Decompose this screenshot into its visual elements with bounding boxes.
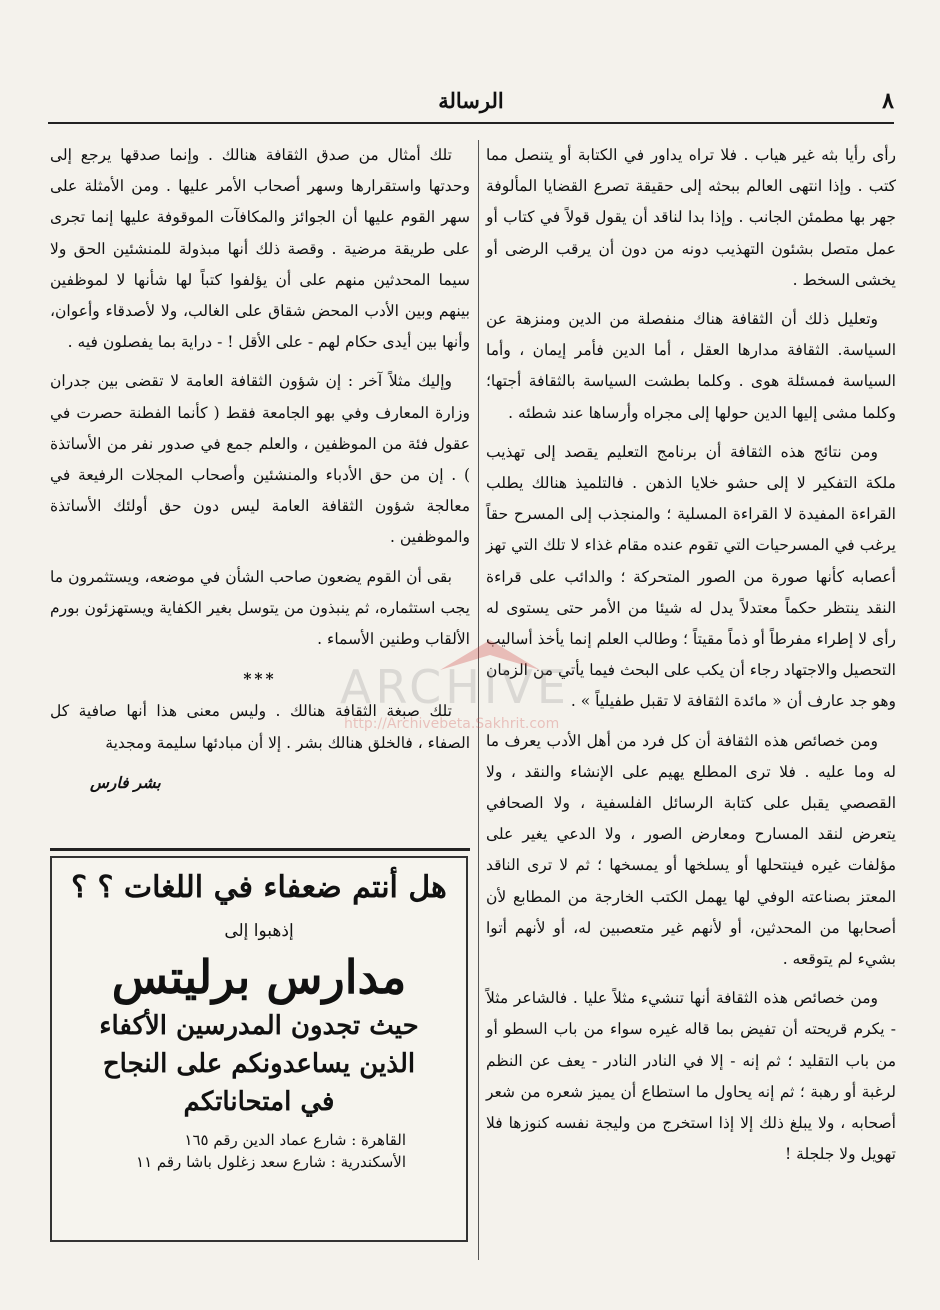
left-column xyxy=(50,140,470,798)
ad-line-1: حيث تجدون المدرسين الأكفاء xyxy=(99,1011,419,1041)
ad-address-alex: الأسكندرية : شارع سعد زغلول باشا رقم ١١ xyxy=(136,1153,406,1171)
paragraph: ومن خصائص هذه الثقافة أن كل فرد من أهل الأدب يعرف ما له وما عليه . فلا ترى المطلع يهيم على الإنشاء والنقد ، ولا القصصي يقبل على كتابة الرسائل الفلسفية ، ولا الصحافي يتعرض لنقد المسارح ومعارض الصور ، ولا الدعي يغير على مؤلفات غيره فينتحلها أو يسلخها أو يمسخها ؛ ثم لا ترى الناقد المعتز بصناعته الوفي لها يهمل الكتب الخارجة من المطابع لأن أصحابها من المحدثين، أو لأنهم غير متعصبين له، أو لأنهم أتوا بشيء لم يتوقعه . xyxy=(486,731,896,969)
page-header xyxy=(48,88,894,124)
berlitz-advertisement xyxy=(50,856,468,1242)
ad-line-3: في امتحاناتكم xyxy=(183,1087,335,1117)
page-number: ٨ xyxy=(882,88,894,114)
column-divider xyxy=(478,140,479,1260)
watermark-url: http://Archivebeta.Sakhrit.com xyxy=(344,716,560,732)
paragraph: تلك أمثال من صدق الثقافة هنالك . وإنما صدقها يرجع إلى وحدتها واستقرارها وسهر أصحاب الأمر عليها . ومن الأمثلة على سهر القوم عليها أن الجوائز والمكافآت الموقوفة عليها إنما تجرى على طريقة مرضية . وقصة ذلك أنها مبذولة للمنشئين الحق ولا سيما المحدثين منهم على أن يؤلفوا كتباً لها شأنها لا لموظفين بينهم وبين الأدب المحض شقاق على الغالب، ولا لأصدقاء وأعوان، وأنها بين أيدى حكام لهم - على الأقل ! - دراية بما يفصلون فيه . xyxy=(50,146,470,352)
running-title: الرسالة xyxy=(438,88,504,113)
paragraph: وتعليل ذلك أن الثقافة هناك منفصلة من الدين ومنزهة عن السياسة. الثقافة مدارها العقل ، أما الدين فأمر إيمان ، وأما السياسة فمسئلة هوى . وكلما بطشت السياسة بالثقافة أجتها؛ وكلما مشى إليها الدين حولها إلى مجراه وأرساها عند شطئه . xyxy=(486,310,896,422)
paragraph: بقى أن القوم يضعون صاحب الشأن في موضعه، ويستثمرون ما يجب استثماره، ثم ينبذون من يتوسل بغير الكفاية ويستهزئون بورم الألقاب وطنين الأسماء . xyxy=(50,567,470,649)
closing-paragraph: تلك صبغة الثقافة هنالك . وليس معنى هذا أنها صافية كل الصفاء ، فالخلق هنالك بشر . إلا أن مبادئها سليمة ومجدية xyxy=(50,702,470,752)
ad-question: هل أنتم ضعفاء في اللغات ؟ ؟ xyxy=(71,870,447,905)
author-signature: بشر فارس xyxy=(90,772,161,792)
watermark-text: ARCHIVE xyxy=(340,660,570,714)
paragraph: ومن خصائص هذه الثقافة أنها تنشيء مثلاً عليا . فالشاعر مثلاً - يكرم قريحته أن تفيض بما قاله غيره سواء من باب السطو أو من باب التقليد ؛ ثم إنه - إلا في النادر النادر - يعف عن النظم لرغبة أو رهبة ؛ ثم إنه يحاول ما استطاع أن يميز شعره من شعر أصحابه ، ولا يبلغ ذلك إلا إذا استخرج من ولیجة نفسه كنوزها فلا تهويل ولا جلجلة ! xyxy=(486,989,896,1164)
ad-line-2: الذين يساعدونكم على النجاح xyxy=(102,1049,416,1079)
right-column xyxy=(486,140,896,1179)
paragraph: وإليك مثلاً آخر : إن شؤون الثقافة العامة لا تقضى بين جدران وزارة المعارف وفي بهو الجامعة فقط ( كأنما الفطنة حصرت في عقول فئة من الموظفين ، والعلم جمع في صدور نفر من الأساتذة ) . إن من حق الأدباء والمنشئين وأصحاب المجلات الرفيعة في معالجة شؤون الثقافة العامة ليس دون حق أولئك الأساتذة والموظفين . xyxy=(50,372,470,547)
ad-school-name: مدارس برليتس xyxy=(111,950,407,1004)
ad-go-to: إذهبوا إلى xyxy=(224,921,294,941)
ad-address-cairo: القاهرة : شارع عماد الدين رقم ١٦٥ xyxy=(184,1131,406,1149)
section-stars: *** xyxy=(243,669,277,689)
ad-separator xyxy=(50,848,470,851)
paragraph: ومن نتائج هذه الثقافة أن برنامج التعليم يقصد إلى تهذيب ملكة التفكير لا إلى حشو خلايا الذهن . فالتلميذ هنالك يطلب القراءة المفيدة لا القراءة المسلية ؛ والمنجذب إلى المسرح حقاً يرغب في المسرحيات التي تقوم عنده مقام غذاء لا تلك التي تهز أعصابه كأنها صورة من الصور المتحركة ؛ والدائب على قراءة النقد ينتظر حكماً معتدلاً يدل له شيئا من الأمر حتى يستوى له رأى لا إطراء مفرطاً أو ذماً مقيتاً ؛ وطالب العلم إنما يأخذ أساليب التحصيل والاجتهاد رجاء أن يكب على البحث فيما يأتي من الزمان وهو جد عارف أن « مائدة الثقافة لا تقبل طفيلياً » . xyxy=(486,442,896,711)
paragraph: رأى رأيا بثه غير هياب . فلا تراه يداور في الكتابة أو يتنصل مما كتب . وإذا انتهى العالم ببحثه إلى حقيقة تصرع القضايا المألوفة جهر بها مطمئن الجانب . وإذا بدا لناقد أن يقول قولاً في كتاب أو عمل متصل بشئون التهذيب دونه من دون أن يرقب الرضى أو يخشى السخط . xyxy=(486,146,896,289)
